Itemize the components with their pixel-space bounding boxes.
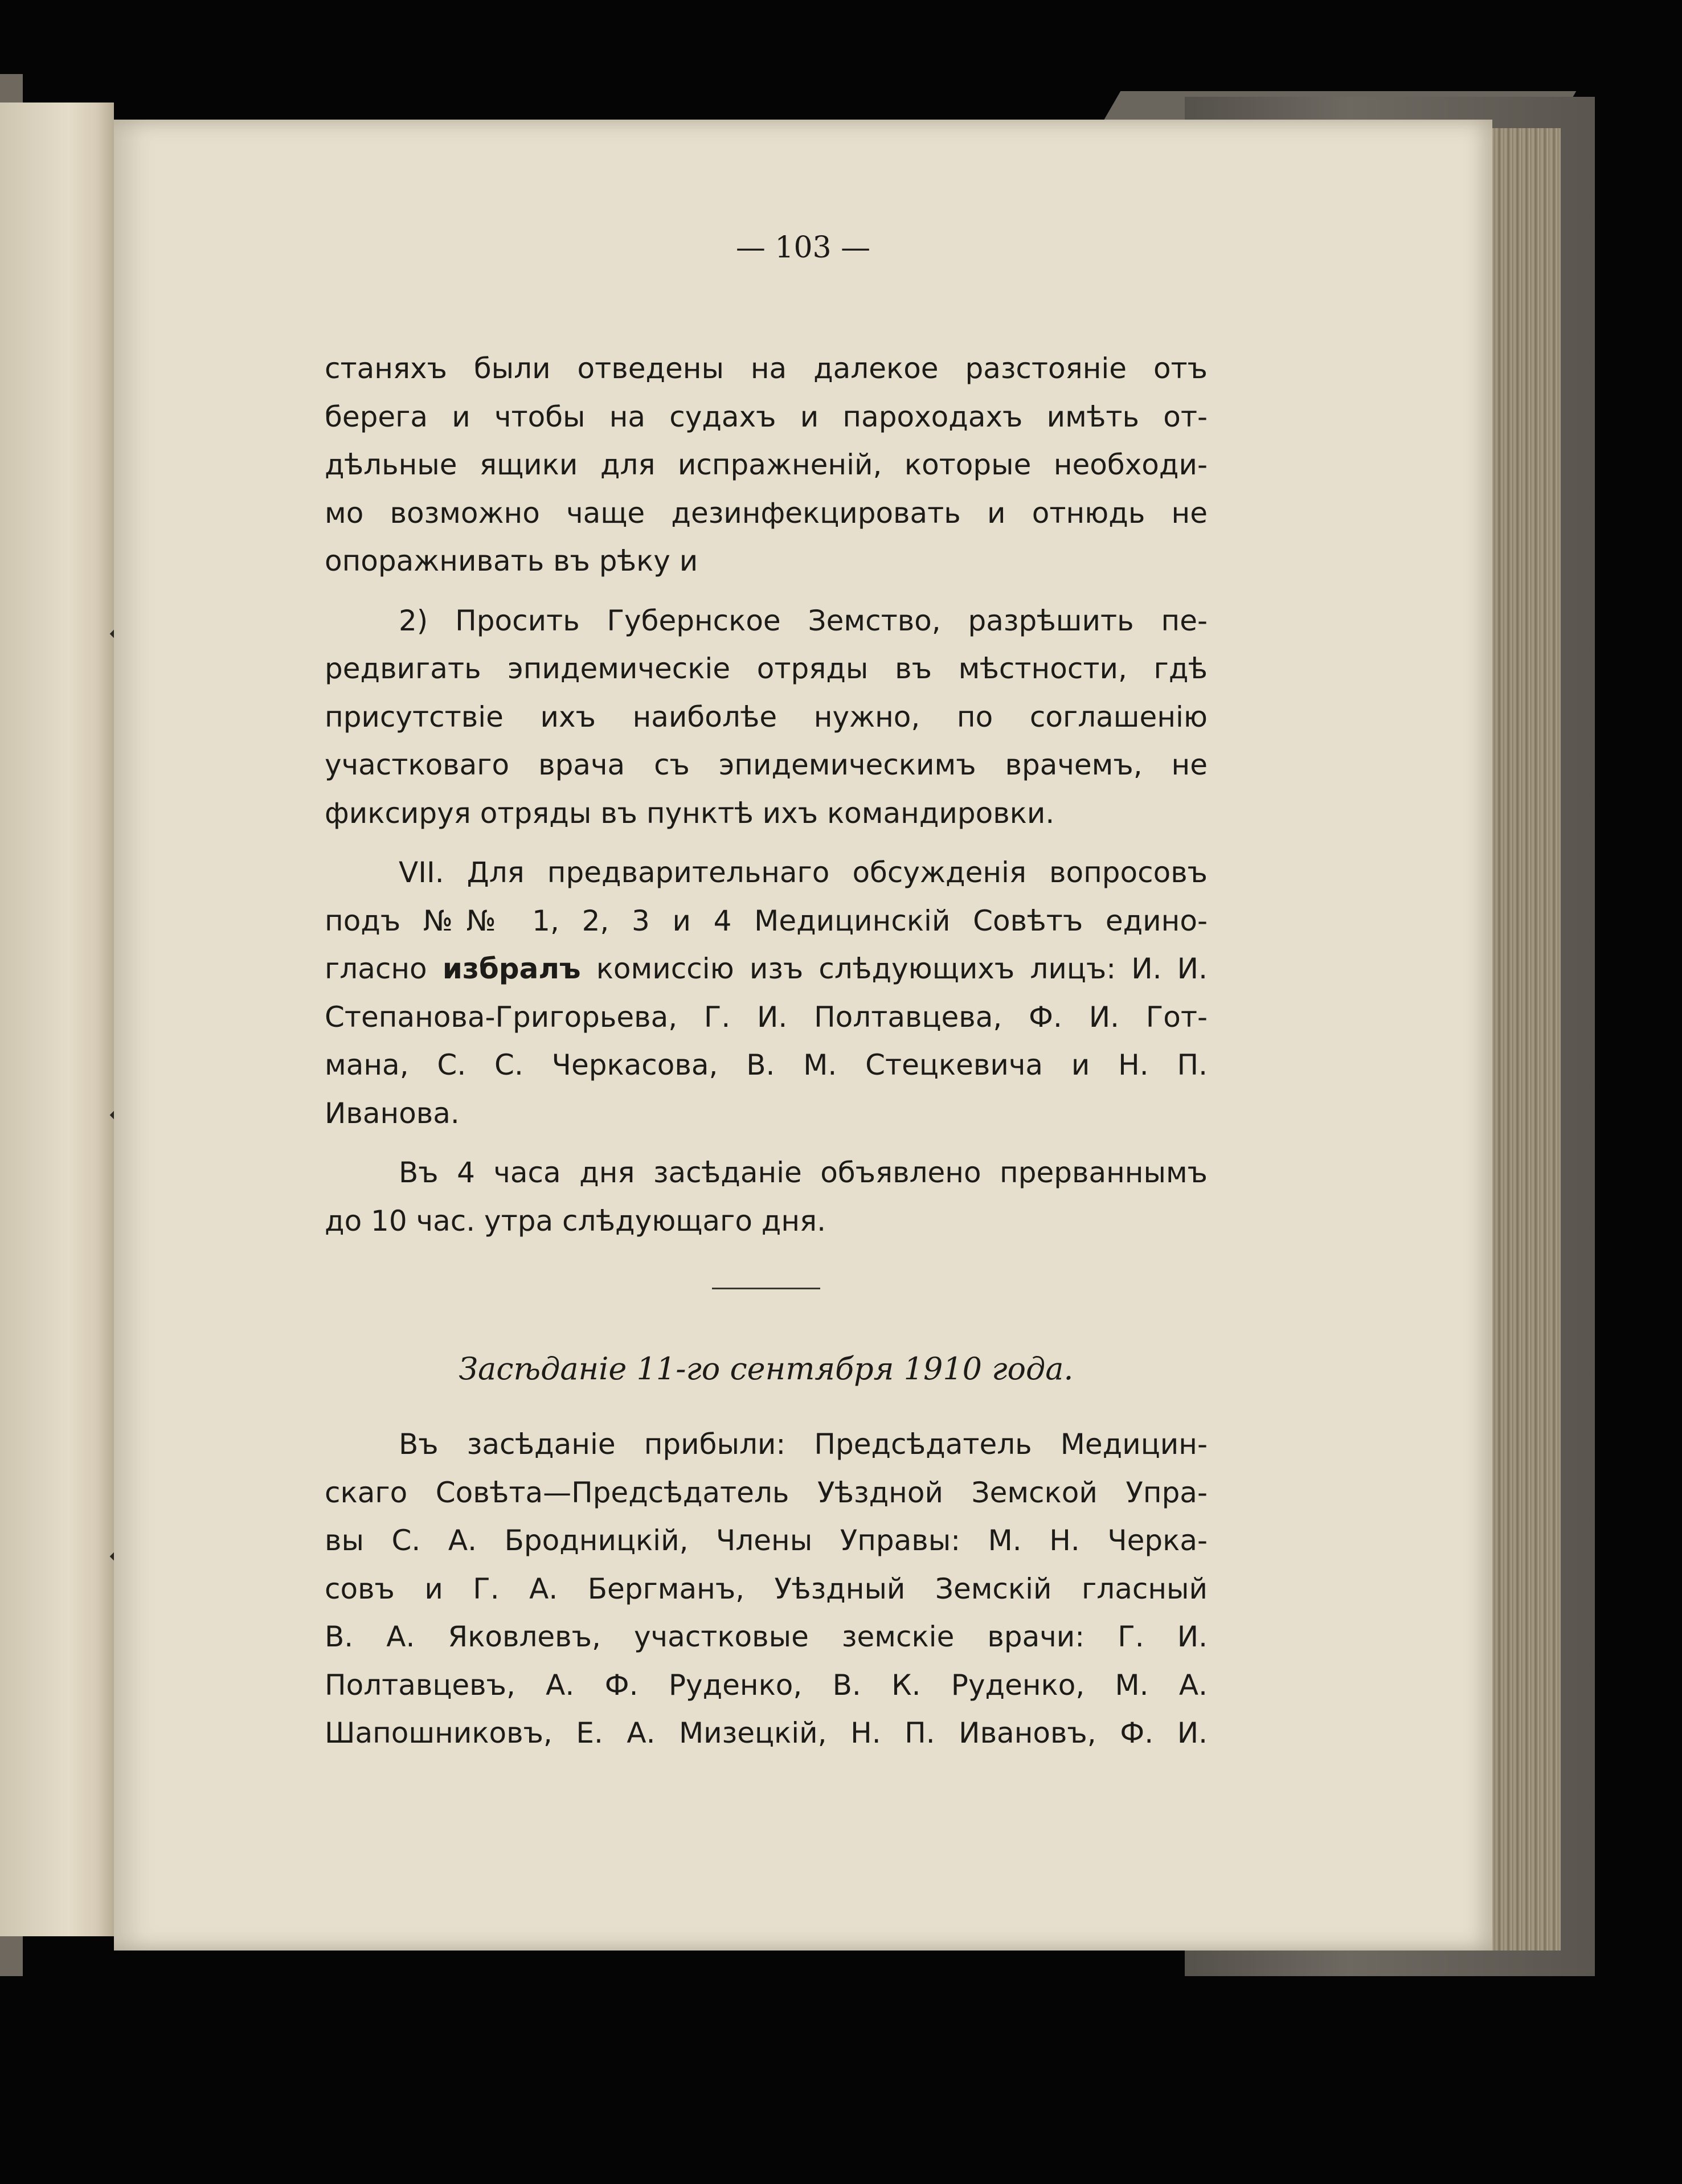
text-line: В. А. Яковлевъ, участковые земскiе врачи: Г. И. xyxy=(325,1620,1208,1653)
text-line: мо возможно чаще дезинфекцировать и отнюдь не xyxy=(325,496,1208,530)
text-line: до 10 час. утра слѣдующаго дня. xyxy=(325,1204,826,1238)
text-line: берега и чтобы на судахъ и пароходахъ имѣть от- xyxy=(325,400,1208,433)
text-line: VII. Для предварительнаго обсужденiя вопросовъ xyxy=(399,856,1208,889)
book-page xyxy=(114,120,1492,1951)
text-line: участковаго врача съ эпидемическимъ врачемъ, не xyxy=(325,748,1208,781)
text-line: станяхъ были отведены на далекое разстоянiе отъ xyxy=(325,352,1208,385)
text-line: редвигать эпидемическiе отряды въ мѣстности, гдѣ xyxy=(325,652,1208,685)
text-line: мана, С. С. Черкасова, В. М. Стецкевича и Н. П. xyxy=(325,1048,1208,1081)
text-line: присутствiе ихъ наиболѣе нужно, по соглашенiю xyxy=(325,700,1208,734)
paragraph-5 xyxy=(325,1420,1208,1757)
paragraph-1 xyxy=(325,345,1208,585)
text-line: опоражнивать въ рѣку и xyxy=(325,544,698,577)
page-number: — 103 — xyxy=(735,231,871,265)
text-line: вы С. А. Бродницкiй, Члены Управы: М. Н. Черка- xyxy=(325,1524,1208,1557)
paragraph-4 xyxy=(325,1149,1208,1245)
text-line: дѣльные ящики для испражненiй, которые необходи- xyxy=(325,448,1208,481)
bold-word: избралъ xyxy=(442,952,581,985)
text-line: фиксируя отряды въ пунктѣ ихъ командировки. xyxy=(325,796,1055,830)
previous-page xyxy=(0,103,114,1936)
text-line: Въ 4 часа дня засѣданiе объявлено прерваннымъ xyxy=(399,1156,1208,1189)
text-fragment: комиссiю изъ слѣдующихъ лицъ: И. И. xyxy=(596,952,1208,985)
text-line: Иванова. xyxy=(325,1096,460,1130)
text-line: подъ №№ 1, 2, 3 и 4 Медицинскiй Совѣтъ едино- xyxy=(325,904,1208,937)
paragraph-2 xyxy=(325,597,1208,838)
text-line: Въ засѣданiе прибыли: Предсѣдатель Медицин- xyxy=(399,1428,1208,1461)
text-line: Степанова-Григорьева, Г. И. Полтавцева, Ф. И. Гот- xyxy=(325,1000,1208,1034)
text-line: скаго Совѣта—Предсѣдатель Уѣздной Земской Упра- xyxy=(325,1476,1208,1509)
page-text xyxy=(325,345,1208,1757)
paragraph-3 xyxy=(325,849,1208,1137)
text-line-mixed xyxy=(325,945,1208,993)
text-line: 2) Просить Губернское Земство, разрѣшить пе- xyxy=(399,604,1208,637)
text-fragment: гласно xyxy=(325,952,427,985)
text-line: Полтавцевъ, А. Ф. Руденко, В. К. Руденко, М. А. xyxy=(325,1668,1208,1702)
section-heading: Засѣданiе 11-го сентября 1910 года. xyxy=(459,1351,1074,1387)
text-line: Шапошниковъ, Е. А. Мизецкiй, Н. П. Ивановъ, Ф. И. xyxy=(325,1716,1208,1749)
text-line: совъ и Г. А. Бергманъ, Уѣздный Земскiй гласный xyxy=(325,1572,1208,1605)
